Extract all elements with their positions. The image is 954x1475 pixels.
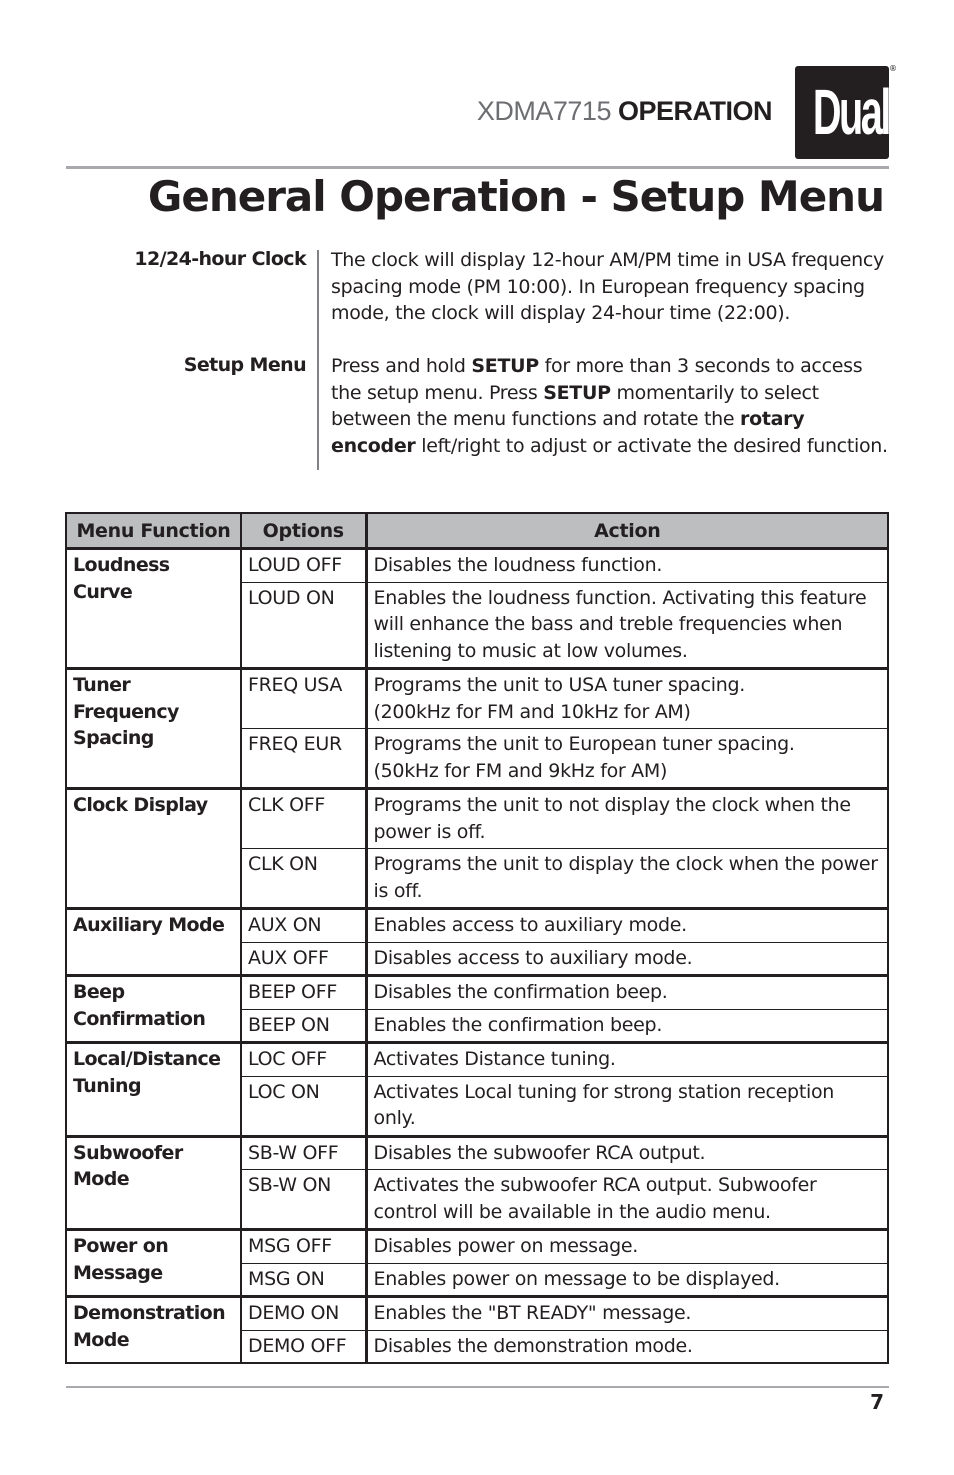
action-cell [366, 582, 888, 669]
action-cell [366, 849, 888, 909]
col-header-options: Options [241, 513, 366, 549]
action-text: Disables the subwoofer RCA output. [373, 1141, 706, 1164]
option-cell: LOUD ON [241, 582, 366, 669]
table-row [66, 976, 888, 1010]
action-cell [366, 1009, 888, 1043]
menu-function-cell: Power on Message [66, 1230, 241, 1297]
text-part: momentarily to select between the menu functions and rotate the [331, 381, 819, 430]
table-row [66, 1297, 888, 1331]
intro-label-clock: 12/24-hour Clock [134, 248, 306, 270]
action-text: Enables power on message to be displayed. [373, 1267, 780, 1290]
option-cell: SB-W ON [241, 1170, 366, 1230]
option-cell: BEEP ON [241, 1009, 366, 1043]
col-header-function: Menu Function [66, 513, 241, 549]
setup-key: SETUP [543, 381, 611, 404]
operation-label: OPERATION [617, 96, 772, 126]
option-cell: LOUD OFF [241, 549, 366, 583]
menu-function-cell: Local/Distance Tuning [66, 1043, 241, 1137]
table-row [66, 909, 888, 943]
action-cell [366, 729, 888, 789]
option-cell: LOC ON [241, 1076, 366, 1136]
logo-text: Dual [812, 76, 889, 148]
action-cell [366, 1043, 888, 1077]
table-row [66, 669, 888, 729]
intro-divider [317, 250, 319, 470]
action-cell [366, 976, 888, 1010]
option-cell: AUX OFF [241, 942, 366, 976]
registered-mark: ® [889, 64, 897, 73]
action-cell [366, 1263, 888, 1297]
header-rule [66, 166, 889, 169]
action-cell [366, 909, 888, 943]
setup-key: SETUP [471, 355, 539, 377]
option-cell: BEEP OFF [241, 976, 366, 1010]
model-name: XDMA7715 [476, 96, 611, 126]
text-part: Press and hold [331, 355, 472, 377]
option-cell: AUX ON [241, 909, 366, 943]
action-text: Disables the loudness function. [373, 554, 663, 576]
option-cell: CLK ON [241, 849, 366, 909]
action-text: Activates Local tuning for strong station reception only. [373, 1080, 835, 1129]
option-cell: DEMO ON [241, 1297, 366, 1331]
menu-function-cell: Beep Confirmation [66, 976, 241, 1043]
col-header-action: Action [366, 513, 888, 549]
action-cell [366, 1076, 888, 1136]
option-cell: LOC OFF [241, 1043, 366, 1077]
intro-text-setup [331, 353, 891, 459]
action-text: Enables access to auxiliary mode. [373, 914, 687, 936]
action-cell [366, 1297, 888, 1331]
text-part: for more than 3 seconds to access the setup menu. Press [331, 355, 863, 404]
action-text: Disables power on message. [373, 1235, 639, 1257]
action-cell [366, 1330, 888, 1363]
page-number: 7 [870, 1390, 884, 1414]
action-text: Enables the loudness function. Activating this feature will enhance the bass and treble frequencies when listening to music at low volumes. [373, 586, 867, 662]
table-body [66, 549, 888, 1364]
option-cell: FREQ EUR [241, 729, 366, 789]
action-cell [366, 1230, 888, 1264]
action-text: Disables the demonstration mode. [373, 1334, 693, 1357]
table-row [66, 1230, 888, 1264]
table-header-row [66, 513, 888, 549]
table-row [66, 549, 888, 583]
action-text: Programs the unit to European tuner spacing. [373, 733, 795, 755]
page-title: General Operation - Setup Menu [147, 172, 884, 221]
setup-menu-table [65, 512, 889, 1364]
intro-label-setup: Setup Menu [183, 354, 306, 376]
menu-function-cell: Demonstration Mode [66, 1297, 241, 1364]
action-text: Activates Distance tuning. [373, 1048, 616, 1070]
action-text: Programs the unit to display the clock when the power is off. [373, 853, 878, 902]
action-text-detail: (50kHz for FM and 9kHz for AM) [373, 759, 668, 782]
action-text: Activates the subwoofer RCA output. Subwoofer control will be available in the audio menu. [373, 1174, 817, 1223]
intro-text-clock: The clock will display 12-hour AM/PM time in USA frequency spacing mode (PM 10:00). In European frequency spacing mode, the clock will display 24-hour time (22:00). [331, 249, 884, 324]
action-cell [366, 942, 888, 976]
dual-logo [795, 66, 889, 159]
menu-function-cell: Clock Display [66, 789, 241, 909]
option-cell: FREQ USA [241, 669, 366, 729]
action-text: Programs the unit to not display the clock when the power is off. [373, 794, 851, 843]
option-cell: DEMO OFF [241, 1330, 366, 1363]
menu-function-cell: Auxiliary Mode [66, 909, 241, 976]
option-cell: MSG ON [241, 1263, 366, 1297]
text-part: left/right to adjust or activate the desired function. [415, 434, 888, 457]
action-text-detail: (200kHz for FM and 10kHz for AM) [373, 700, 691, 723]
option-cell: MSG OFF [241, 1230, 366, 1264]
action-cell [366, 1136, 888, 1170]
action-text: Enables the confirmation beep. [373, 1013, 663, 1036]
action-text: Enables the "BT READY" message. [373, 1302, 692, 1324]
action-cell [366, 549, 888, 583]
action-text: Programs the unit to USA tuner spacing. [373, 674, 745, 696]
action-cell [366, 669, 888, 729]
action-cell [366, 1170, 888, 1230]
table-row [66, 1136, 888, 1170]
option-cell: SB-W OFF [241, 1136, 366, 1170]
menu-function-cell: Loudness Curve [66, 549, 241, 669]
header-title [477, 96, 772, 127]
table-row [66, 789, 888, 849]
action-text: Disables access to auxiliary mode. [373, 946, 693, 969]
action-text: Disables the confirmation beep. [373, 981, 668, 1003]
menu-function-cell: Subwoofer Mode [66, 1136, 241, 1230]
table-row [66, 1043, 888, 1077]
menu-function-cell: Tuner Frequency Spacing [66, 669, 241, 789]
footer-rule [66, 1386, 889, 1388]
option-cell: CLK OFF [241, 789, 366, 849]
rotary-encoder: rotary encoder [331, 408, 805, 457]
action-cell [366, 789, 888, 849]
